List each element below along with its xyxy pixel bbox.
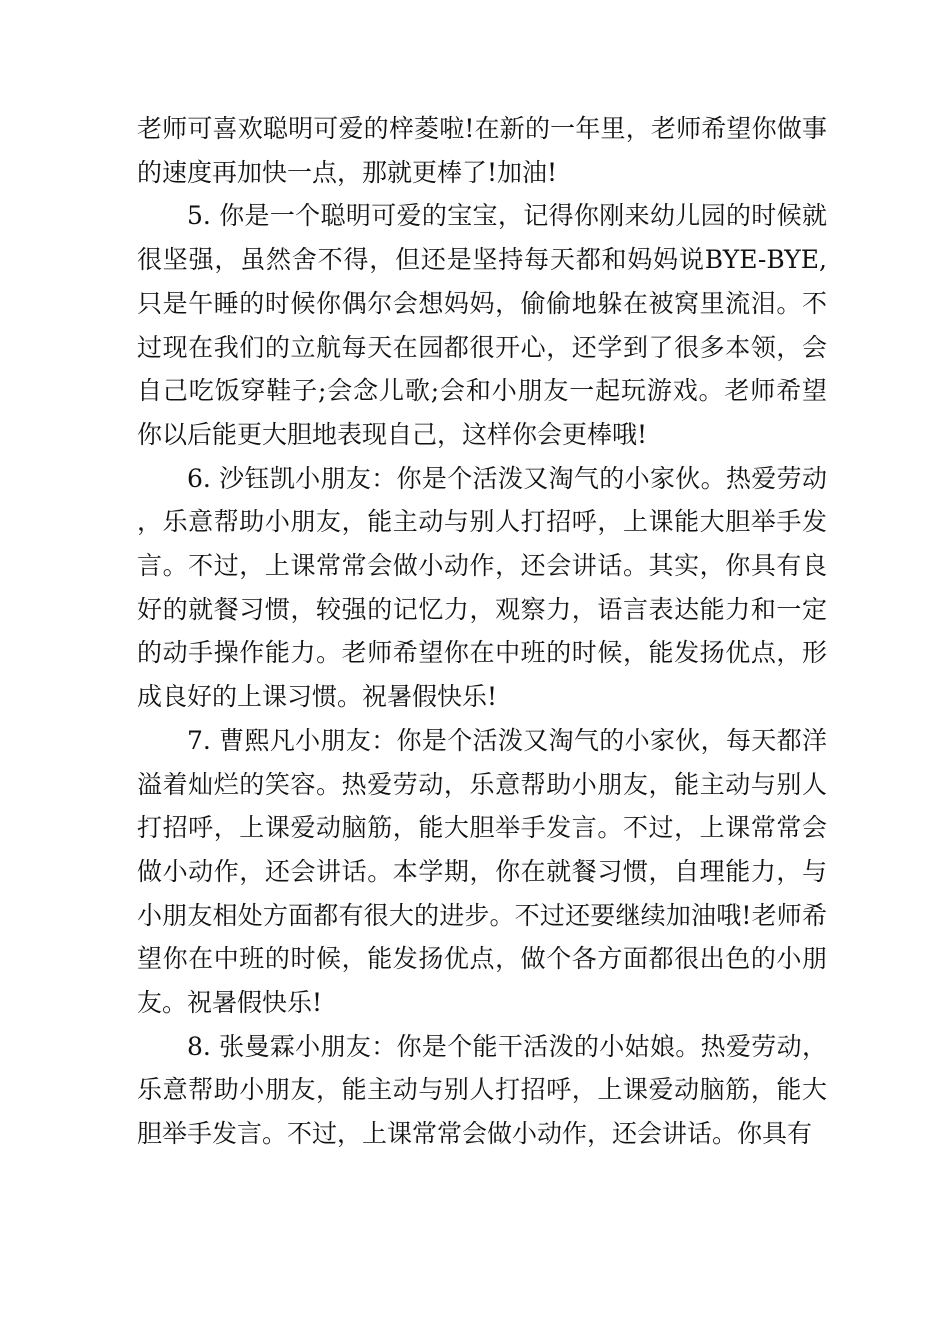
paragraph-item-5: 5. 你是一个聪明可爱的宝宝，记得你刚来幼儿园的时候就很坚强，虽然舍不得，但还是坚持每天都和妈妈说BYE-BYE,只是午睡的时候你偶尔会想妈妈，偷偷地躲在被窝里流泪。不过现在我们的立航每天在园都很开心，还学到了很多本领，会自己吃饭穿鞋子;会念儿歌;会和小朋友一起玩游戏。老师希望你以后能更大胆地表现自己，这样你会更棒哦!: [137, 201, 827, 449]
paragraph-continuation: 老师可喜欢聪明可爱的梓菱啦!在新的一年里，老师希望你做事的速度再加快一点，那就更棒了!加油!: [137, 114, 827, 187]
document-body: [137, 107, 827, 1156]
paragraph-item-8: 8. 张曼霖小朋友：你是个能干活泼的小姑娘。热爱劳动，乐意帮助小朋友，能主动与别人打招呼，上课爱动脑筋，能大胆举手发言。不过，上课常常会做小动作，还会讲话。你具有: [137, 1031, 827, 1149]
paragraph-item-6: 6. 沙钰凯小朋友：你是个活泼又淘气的小家伙。热爱劳动，乐意帮助小朋友，能主动与别人打招呼，上课能大胆举手发言。不过，上课常常会做小动作，还会讲话。其实，你具有良好的就餐习惯，较强的记忆力，观察力，语言表达能力和一定的动手操作能力。老师希望你在中班的时候，能发扬优点，形成良好的上课习惯。祝暑假快乐!: [137, 463, 827, 712]
paragraph-item-7: 7. 曹熙凡小朋友：你是个活泼又淘气的小家伙，每天都洋溢着灿烂的笑容。热爱劳动，乐意帮助小朋友，能主动与别人打招呼，上课爱动脑筋，能大胆举手发言。不过，上课常常会做小动作，还会讲话。本学期，你在就餐习惯，自理能力，与小朋友相处方面都有很大的进步。不过还要继续加油哦!老师希望你在中班的时候，能发扬优点，做个各方面都很出色的小朋友。祝暑假快乐!: [137, 725, 827, 1018]
